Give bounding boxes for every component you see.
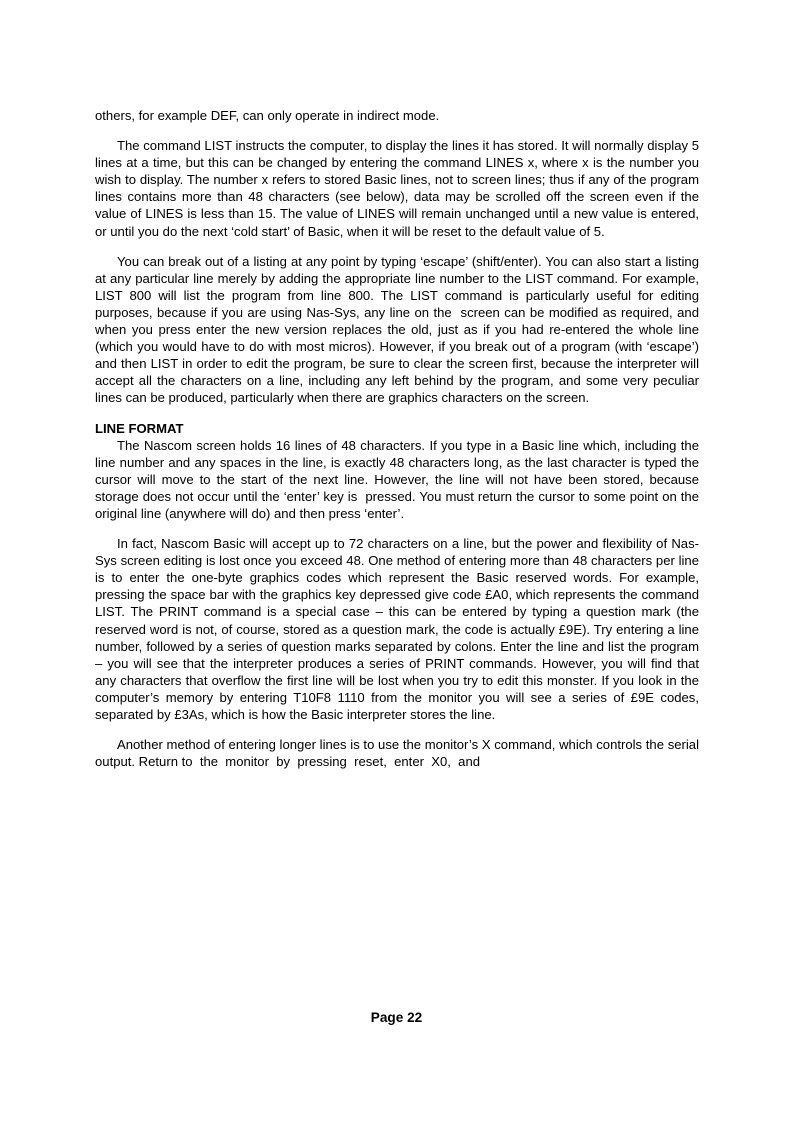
paragraph-break-out-listing: You can break out of a listing at any point by typing ‘escape’ (shift/enter). You can also start a listing at any particular line merely by adding the appropriate line number to the LIST command. For example, LIST 800 will list the program from line 800. The LIST command is particularly useful for editing purposes, because if you are using Nas-Sys, any line on the screen can be modified as required, and when you press enter the new version replaces the old, just as if you had re-entered the whole line (which you would have to do with most micros). However, if you break out of a program (with ‘escape’) and then LIST in order to edit the program, be sure to clear the screen first, because the interpreter will accept all the characters on a line, including any left behind by the program, and some very peculiar lines can be produced, particularly when there are graphics characters on the screen. <box>95 253 703 406</box>
paragraph-72-characters: In fact, Nascom Basic will accept up to 72 characters on a line, but the power and flexibility of Nas-Sys screen editing is lost once you exceed 48. One method of entering more than 48 characters per line is to enter the one-byte graphics codes which represent the Basic reserved words. For example, pressing the space bar with the graphics key depressed give code £A0, which represents the command LIST. The PRINT command is a special case – this can be entered by typing a question mark (the reserved word is not, of course, stored as a question mark, the code is actually £9E). Try entering a line number, followed by a series of question marks separated by colons. Enter the line and list the program – you will see that the interpreter produces a series of PRINT commands. However, you will find that any characters that overflow the first line will be lost when you try to edit this monster. If you look in the computer’s memory by entering T10F8 1110 from the monitor you will see a series of £9E codes, separated by £3As, which is how the Basic interpreter stores the line. <box>95 536 703 722</box>
paragraph-screen-holds-16-lines: The Nascom screen holds 16 lines of 48 characters. If you type in a Basic line which, including the line number and any spaces in the line, is exactly 48 characters long, as the last character is typed the cursor will move to the start of the next line. However, the line will not have been stored, because storage does not occur until the ‘enter’ key is pressed. You must return the cursor to some point on the original line (anywhere will do) and then press ‘enter’. <box>95 437 703 521</box>
section-heading-line-format: LINE FORMAT <box>95 420 184 436</box>
paragraph-list-command: The command LIST instructs the computer, to display the lines it has stored. It will normally display 5 lines at a time, but this can be changed by entering the command LINES x, where x is the number you wish to display. The number x refers to stored Basic lines, not to screen lines; thus if any of the program lines contains more than 48 characters (see below), data may be scrolled off the screen even if the value of LINES is less than 15. The value of LINES will remain unchanged until a new value is entered, or until you do the next ‘cold start’ of Basic, when it will be reset to the default value of 5. <box>95 138 703 239</box>
page-footer: Page 22 <box>370 1010 423 1025</box>
page-content <box>95 107 703 774</box>
paragraph-intro-continuation: others, for example DEF, can only operate in indirect mode. <box>95 108 440 123</box>
paragraph-monitor-x-command: Another method of entering longer lines is to use the monitor’s X command, which controls the serial output. Return to the monitor by pressing reset, enter X0, and <box>95 737 703 770</box>
